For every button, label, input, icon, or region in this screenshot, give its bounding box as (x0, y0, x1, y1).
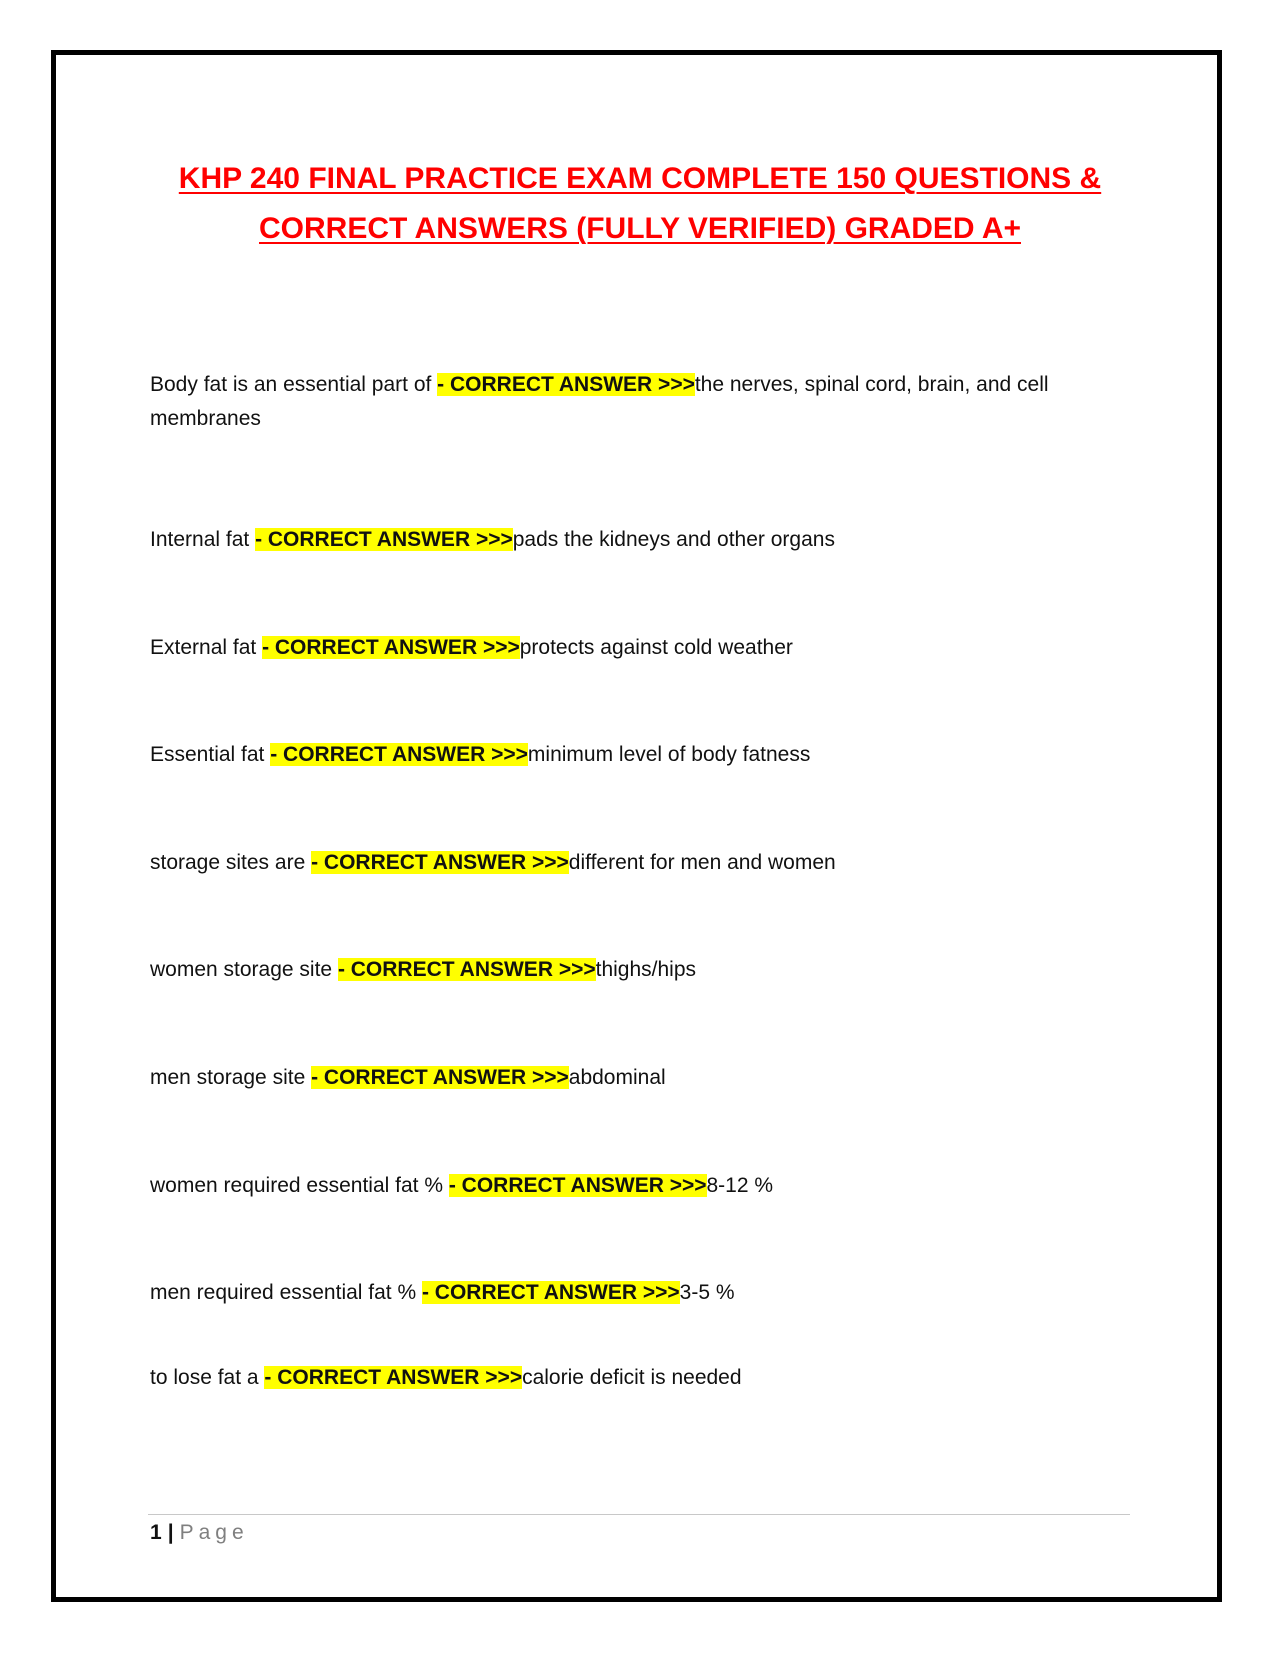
answer-text: 8-12 % (706, 1174, 774, 1197)
question-text: women storage site (150, 958, 338, 981)
document-title: KHP 240 FINAL PRACTICE EXAM COMPLETE 150 QUESTIONS & CORRECT ANSWERS (FULLY VERIFIED) GRADED A+ (178, 162, 1102, 245)
qa-item-7 (150, 1061, 1130, 1095)
correct-answer-marker: - CORRECT ANSWER >>> (437, 373, 695, 396)
answer-text: abdominal (568, 1066, 666, 1089)
correct-answer-marker: - CORRECT ANSWER >>> (255, 528, 513, 551)
qa-item-9 (150, 1276, 1130, 1310)
page-number: 1 (150, 1521, 162, 1544)
question-text: Internal fat (150, 528, 256, 551)
correct-answer-marker: - CORRECT ANSWER >>> (337, 958, 596, 981)
qa-item-6 (150, 953, 1130, 987)
qa-item-8 (150, 1169, 1130, 1203)
answer-text: the nerves, spinal cord, brain, and cell membranes (150, 373, 1049, 430)
answer-text: calorie deficit is needed (522, 1366, 742, 1389)
footer-divider (148, 1514, 1130, 1515)
question-text: to lose fat a (150, 1366, 265, 1389)
correct-answer-marker: - CORRECT ANSWER >>> (448, 1174, 707, 1197)
qa-item-1 (150, 368, 1130, 436)
answer-text: minimum level of body fatness (527, 743, 811, 766)
question-text: storage sites are (150, 851, 312, 874)
qa-item-5 (150, 846, 1130, 880)
qa-item-4 (150, 738, 1130, 772)
correct-answer-marker: - CORRECT ANSWER >>> (270, 743, 528, 766)
answer-text: thighs/hips (595, 958, 697, 981)
qa-item-10 (150, 1361, 1130, 1395)
answer-text: 3-5 % (679, 1281, 735, 1304)
answer-text: pads the kidneys and other organs (512, 528, 835, 551)
question-text: men storage site (150, 1066, 312, 1089)
qa-item-3 (150, 631, 1130, 665)
page-label: Page (179, 1521, 249, 1544)
correct-answer-marker: - CORRECT ANSWER >>> (311, 851, 569, 874)
page-footer (150, 1518, 249, 1548)
correct-answer-marker: - CORRECT ANSWER >>> (262, 636, 520, 659)
question-text: Body fat is an essential part of (150, 373, 438, 396)
qa-item-2 (150, 523, 1130, 557)
page-separator: | (167, 1521, 174, 1544)
question-text: External fat (150, 636, 263, 659)
correct-answer-marker: - CORRECT ANSWER >>> (264, 1366, 523, 1389)
correct-answer-marker: - CORRECT ANSWER >>> (311, 1066, 569, 1089)
correct-answer-marker: - CORRECT ANSWER >>> (421, 1281, 680, 1304)
question-text: men required essential fat % (150, 1281, 422, 1304)
answer-text: different for men and women (568, 851, 836, 874)
question-text: women required essential fat % (150, 1174, 449, 1197)
question-text: Essential fat (150, 743, 271, 766)
answer-text: protects against cold weather (519, 636, 793, 659)
